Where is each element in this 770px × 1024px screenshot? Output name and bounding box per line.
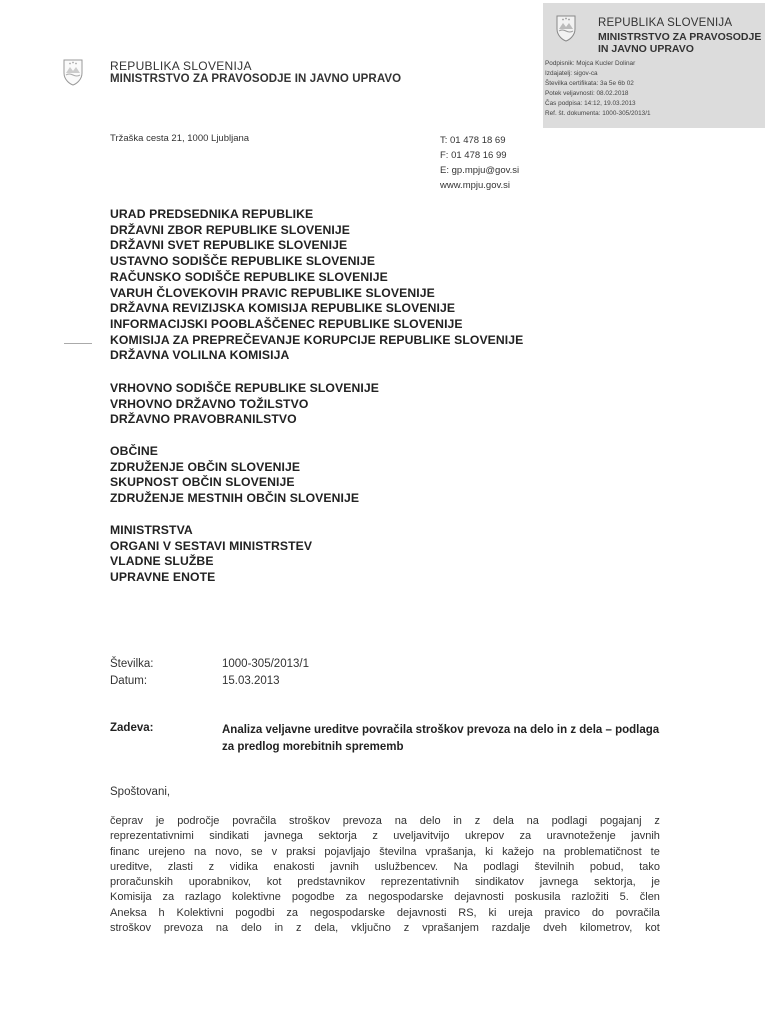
word: urejeno xyxy=(148,845,186,858)
word: kažejo xyxy=(502,845,534,858)
word: zlasti xyxy=(167,860,193,873)
word: ki xyxy=(488,906,497,919)
word: pogodbe xyxy=(291,891,335,904)
word: pravico xyxy=(544,906,580,919)
salutation: Spoštovani, xyxy=(110,786,171,798)
word: novo, xyxy=(215,845,243,858)
word: na xyxy=(394,815,407,827)
word: poskusila xyxy=(514,891,561,904)
word: čeprav xyxy=(110,815,144,827)
word: negospodarske xyxy=(368,891,444,904)
coat-of-arms-icon xyxy=(555,15,577,47)
recipient: USTAVNO SODIŠČE REPUBLIKE SLOVENIJE xyxy=(110,254,376,269)
recipient: VLADNE SLUŽBE xyxy=(110,554,214,569)
word: Aneksa xyxy=(110,906,147,919)
word: pojavljajo xyxy=(324,845,371,858)
word: na xyxy=(526,815,539,827)
word: delo xyxy=(419,815,441,827)
recipient: VRHOVNO DRŽAVNO TOŽILSTVO xyxy=(110,396,309,411)
subject-text: Analiza veljavne ureditve povračila stroškov prevoza na delo in z dela – podlaga za predlog morebitnih sprememb xyxy=(222,724,660,753)
stamp-issuer: Izdajatelj: sigov-ca xyxy=(545,70,598,77)
recipient: SKUPNOST OBČIN SLOVENIJE xyxy=(110,475,295,490)
word: reprezentativnimi xyxy=(110,830,194,843)
word: z xyxy=(372,830,378,843)
word: reprezentativnih xyxy=(380,876,460,889)
stamp-document-ref: Ref. št. dokumenta: 1000-305/2013/1 xyxy=(545,110,651,117)
word: za xyxy=(162,891,175,904)
body-line xyxy=(110,829,660,844)
word: na xyxy=(193,845,207,858)
document-number: 1000-305/2013/1 xyxy=(222,658,309,670)
word: povračila xyxy=(232,815,277,827)
stamp-certificate: Številka certifikata: 3a 5e 6b 02 xyxy=(545,80,634,87)
body-line xyxy=(110,814,660,829)
letterhead-republic: REPUBLIKA SLOVENIJA xyxy=(110,59,252,73)
contact-fax: F: 01 478 16 99 xyxy=(440,150,507,161)
word: enakosti xyxy=(273,860,315,873)
stamp-ministry: MINISTRSTVO ZA PRAVOSODJE IN JAVNO UPRAVO xyxy=(598,31,762,55)
word: vprašanjem xyxy=(422,922,479,935)
word: stroškov xyxy=(110,922,151,935)
word: razložiti xyxy=(571,891,609,904)
document-date: 15.03.2013 xyxy=(222,675,280,687)
word: 5. xyxy=(619,891,629,904)
body-line xyxy=(110,921,660,936)
word: področje xyxy=(177,815,220,827)
word: prevoza xyxy=(163,922,203,935)
word: dejavnosti xyxy=(454,891,504,904)
coat-of-arms-icon xyxy=(62,59,84,91)
recipient: URAD PREDSEDNIKA REPUBLIKE xyxy=(110,207,314,221)
word: Kolektivni xyxy=(176,906,224,919)
word: za xyxy=(286,906,298,919)
word: ukrepov xyxy=(464,830,505,843)
word: se xyxy=(251,845,263,858)
word: kot xyxy=(645,922,660,935)
word: razdalje xyxy=(491,922,531,935)
body-line xyxy=(110,845,660,860)
word: proračunskih xyxy=(110,876,173,889)
recipient: VARUH ČLOVEKOVIH PRAVIC REPUBLIKE SLOVENIJE xyxy=(110,285,435,300)
contact-phone: T: 01 478 18 69 xyxy=(440,135,506,146)
stamp-validity: Potek veljavnosti: 08.02.2018 xyxy=(545,90,629,97)
word: ureja xyxy=(508,906,533,919)
word: vidika xyxy=(229,860,258,873)
word: z xyxy=(654,815,660,827)
word: Komisija xyxy=(110,891,152,904)
word: podlagi xyxy=(551,815,588,827)
recipient: DRŽAVNA VOLILNA KOMISIJA xyxy=(110,348,290,363)
recipient: MINISTRSTVA xyxy=(110,523,193,537)
word: sindikati xyxy=(209,830,249,843)
date-label: Datum: xyxy=(110,675,148,687)
stamp-republic: REPUBLIKA SLOVENIJA xyxy=(598,17,733,29)
word: je xyxy=(651,876,660,889)
word: vprašanja, xyxy=(425,845,477,858)
recipient-group-municipalities xyxy=(110,444,359,507)
recipient: DRŽAVNA REVIZIJSKA KOMISIJA REPUBLIKE SLOVENIJE xyxy=(110,301,456,316)
recipient: ZDRUŽENJE MESTNIH OBČIN SLOVENIJE xyxy=(110,491,360,506)
word: tako xyxy=(639,860,660,873)
recipient: KOMISIJA ZA PREPREČEVANJE KORUPCIJE REPUBLIKE SLOVENIJE xyxy=(110,332,524,347)
word: kolektivne xyxy=(232,891,281,904)
word: RS, xyxy=(458,906,477,919)
letterhead-contact xyxy=(440,133,519,193)
recipient: DRŽAVNO PRAVOBRANILSTVO xyxy=(110,412,297,427)
body-line xyxy=(110,890,660,905)
recipient: ZDRUŽENJE OBČIN SLOVENIJE xyxy=(110,459,301,474)
word: h xyxy=(158,906,165,919)
word: dela, xyxy=(314,922,339,935)
body-line xyxy=(110,906,660,921)
word: na xyxy=(542,845,556,858)
recipient: ORGANI V SESTAVI MINISTRSTEV xyxy=(110,538,313,553)
word: prevoza xyxy=(342,815,382,827)
body-line xyxy=(110,860,660,875)
word: dveh xyxy=(543,922,568,935)
word: je xyxy=(155,815,165,827)
word: ki xyxy=(485,845,494,858)
word: sindikatov xyxy=(474,876,524,889)
word: v xyxy=(271,845,278,858)
body-line xyxy=(110,875,660,890)
word: uravnoteženje xyxy=(546,830,616,843)
word: negospodarske xyxy=(309,906,386,919)
word: Na xyxy=(453,860,468,873)
recipient: UPRAVNE ENOTE xyxy=(110,570,216,585)
word: z xyxy=(296,922,302,935)
word: in xyxy=(453,815,462,827)
word: kilometrov, xyxy=(579,922,633,935)
word: številnih xyxy=(534,860,575,873)
word: z xyxy=(403,922,410,935)
word: pobud, xyxy=(589,860,624,873)
letterhead-ministry: MINISTRSTVO ZA PRAVOSODJE IN JAVNO UPRAVO xyxy=(110,73,402,85)
recipient-group-institutions xyxy=(110,207,523,364)
word: sektorja xyxy=(318,830,357,843)
word: te xyxy=(650,845,660,858)
word: dejavnosti xyxy=(396,906,447,919)
word: praksi xyxy=(286,845,316,858)
word: in xyxy=(274,922,284,935)
word: povračila xyxy=(615,906,660,919)
word: uporabnikov, xyxy=(188,876,251,889)
word: javnih xyxy=(631,830,660,843)
word: na xyxy=(215,922,229,935)
number-label: Številka: xyxy=(110,658,154,670)
word: vključno xyxy=(351,922,391,935)
word: do xyxy=(591,906,605,919)
word: sektorja, xyxy=(594,876,636,889)
word: predstavnikov xyxy=(297,876,366,889)
electronic-signature-stamp xyxy=(543,3,765,128)
recipient: DRŽAVNI ZBOR REPUBLIKE SLOVENIJE xyxy=(110,222,350,237)
word: za xyxy=(345,891,358,904)
word: dela xyxy=(493,815,514,827)
stamp-signer: Podpisnik: Mojca Kucler Dolinar xyxy=(545,60,636,67)
word: javnih xyxy=(330,860,359,873)
body-paragraph xyxy=(110,814,660,936)
word: uveljavitvijo xyxy=(393,830,450,843)
fold-mark xyxy=(64,343,92,344)
word: člen xyxy=(639,891,660,904)
word: stroškov xyxy=(289,815,330,827)
word: z xyxy=(474,815,481,827)
contact-website: www.mpju.gov.si xyxy=(440,180,511,191)
recipient-group-judiciary xyxy=(110,381,379,428)
word: številna xyxy=(379,845,417,858)
word: uslužbencev. xyxy=(374,860,438,873)
word: ureditve, xyxy=(110,860,153,873)
word: delo xyxy=(240,922,262,935)
contact-email: E: gp.mpju@gov.si xyxy=(440,165,520,176)
recipient: VRHOVNO SODIŠČE REPUBLIKE SLOVENIJE xyxy=(110,381,379,395)
stamp-signing-time: Čas podpisa: 14:12, 19.03.2013 xyxy=(545,100,636,107)
recipient: DRŽAVNI SVET REPUBLIKE SLOVENIJE xyxy=(110,238,348,253)
word: pogodbi xyxy=(235,906,275,919)
recipient: RAČUNSKO SODIŠČE REPUBLIKE SLOVENIJE xyxy=(110,269,388,284)
subject-label: Zadeva: xyxy=(110,722,154,734)
recipient: OBČINE xyxy=(110,444,158,458)
word: kot xyxy=(266,876,282,889)
word: za xyxy=(519,830,532,843)
word: pogajanj xyxy=(599,815,642,827)
word: javnega xyxy=(264,830,303,843)
word: podlagi xyxy=(483,860,519,873)
stamp-metadata xyxy=(545,59,651,119)
word: financ xyxy=(110,845,140,858)
letterhead-address: Tržaška cesta 21, 1000 Ljubljana xyxy=(110,133,250,144)
recipient-group-ministries xyxy=(110,523,312,586)
word: problematičnost xyxy=(564,845,642,858)
word: z xyxy=(208,860,215,873)
recipient: INFORMACIJSKI POOBLAŠČENEC REPUBLIKE SLOVENIJE xyxy=(110,316,463,331)
word: javnega xyxy=(539,876,579,889)
word: razlago xyxy=(185,891,222,904)
